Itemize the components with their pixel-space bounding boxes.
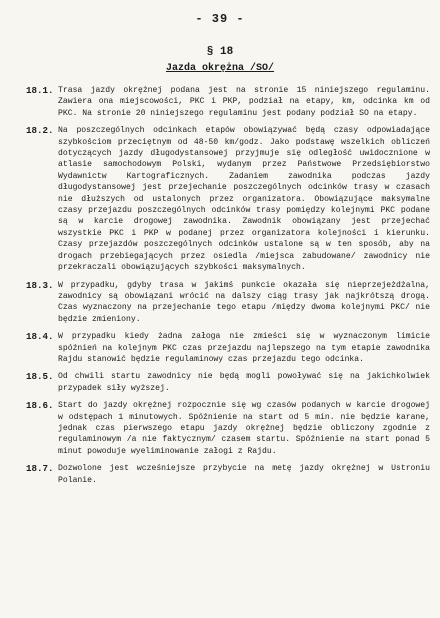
paragraph [26, 85, 430, 119]
paragraph-text: Trasa jazdy okrężnej podana jest na stronie 15 niniejszego regulaminu. Zawiera ona miejscowości, PKC i PKP, podział na etapy, km, odcinka km od PKC. Na stronie 20 niniejszego regulaminu jest podany podział SO na etapy. [58, 86, 430, 118]
paragraph [26, 371, 430, 394]
paragraph-number: 18.2. [26, 125, 54, 137]
paragraph [26, 463, 430, 486]
paragraph-number: 18.6. [26, 400, 54, 412]
paragraph [26, 400, 430, 457]
paragraph-text: Dozwolone jest wcześniejsze przybycie na metę jazdy okrężnej w Ustroniu Polanie. [58, 464, 430, 485]
page-number: - 39 - [195, 12, 245, 26]
section-number: § 18 [206, 46, 234, 58]
paragraph [26, 280, 430, 326]
paragraph-list [26, 85, 430, 492]
paragraph-number: 18.5. [26, 371, 54, 383]
section-title [0, 63, 440, 74]
paragraph-text: Na poszczególnych odcinkach etapów obowiązywać będą czasy odpowiadające szybkościom przeciętnym od 48-50 km/godz. Jako podstawę wszelkich obliczeń dotyczących jazdy długodystansowej przyjmuje się odległość uwidocznione w atlasie samochodowym Polski, wydanym przez Państwowe Przedsiębiorstwo Wydawnictw Kartograficznych. Zadaniem zawodnika podczas jazdy długodystansowej jest przejechanie poszczególnych odcinków trasy w czasach nie dłuższych od ustalonych przez organizatora. Obowiązujące maksymalne czasy przejazdu poszczególnych odcinków trasy pomiędzy kolejnymi PKC podane są w karcie drogowej zawodnika. Zawodnik obowiązany jest przejechać wszystkie PKC i PKP w podanej przez organizatora kolejności i kierunku. Czasy przejazdów poszczególnych odcinków ustalone są w ten sposób, aby na drogach przebiegających przez osiedla /miejsca zabudowane/ zawodnicy nie przekraczali obowiązujących szybkości maksymalnych. [58, 126, 430, 273]
paragraph [26, 331, 430, 365]
paragraph-number: 18.1. [26, 85, 54, 96]
section-title-text: Jazda okrężna /SO/ [165, 63, 275, 74]
paragraph-text: Start do jazdy okrężnej rozpocznie się wg czasów podanych w karcie drogowej w odstępach 1 minutowych. Spóźnienie na start od 5 min. nie będzie karane, jednak czas pierwszego etapu jazdy okrężnej będzie obliczony zgodnie z regulaminowym /a nie faktycznym/ czasem startu. Spóźnienie na start ponad 5 minut powoduje wyeliminowanie załogi z Rajdu. [58, 401, 430, 456]
paragraph-text: Od chwili startu zawodnicy nie będą mogli powoływać się na jakichkolwiek przypadek siły wyższej. [58, 372, 430, 393]
paragraph-number: 18.4. [26, 331, 54, 343]
paragraph-number: 18.3. [26, 279, 54, 291]
paragraph [26, 125, 430, 273]
paragraph-text: W przypadku, gdyby trasa w jakimś punkcie okazała się nieprzejeżdżalna, zawodnicy są obowiązani wrócić na dalszy ciąg trasy jak najkrótszą drogą. Czas wyznaczony na przejechanie tego etapu /między dwoma kolejnymi PKC/ nie będzie zmieniony. [58, 280, 430, 324]
paragraph-text: W przypadku kiedy żadna załoga nie zmieści się w wyznaczonym limicie spóźnień na kolejnym PKC czas przejazdu najlepszego na tym etapie zawodnika Rajdu stanowić będzie regulaminowy czas przejazdu tego odcinka. [58, 332, 430, 364]
paragraph-number: 18.7. [26, 463, 54, 475]
